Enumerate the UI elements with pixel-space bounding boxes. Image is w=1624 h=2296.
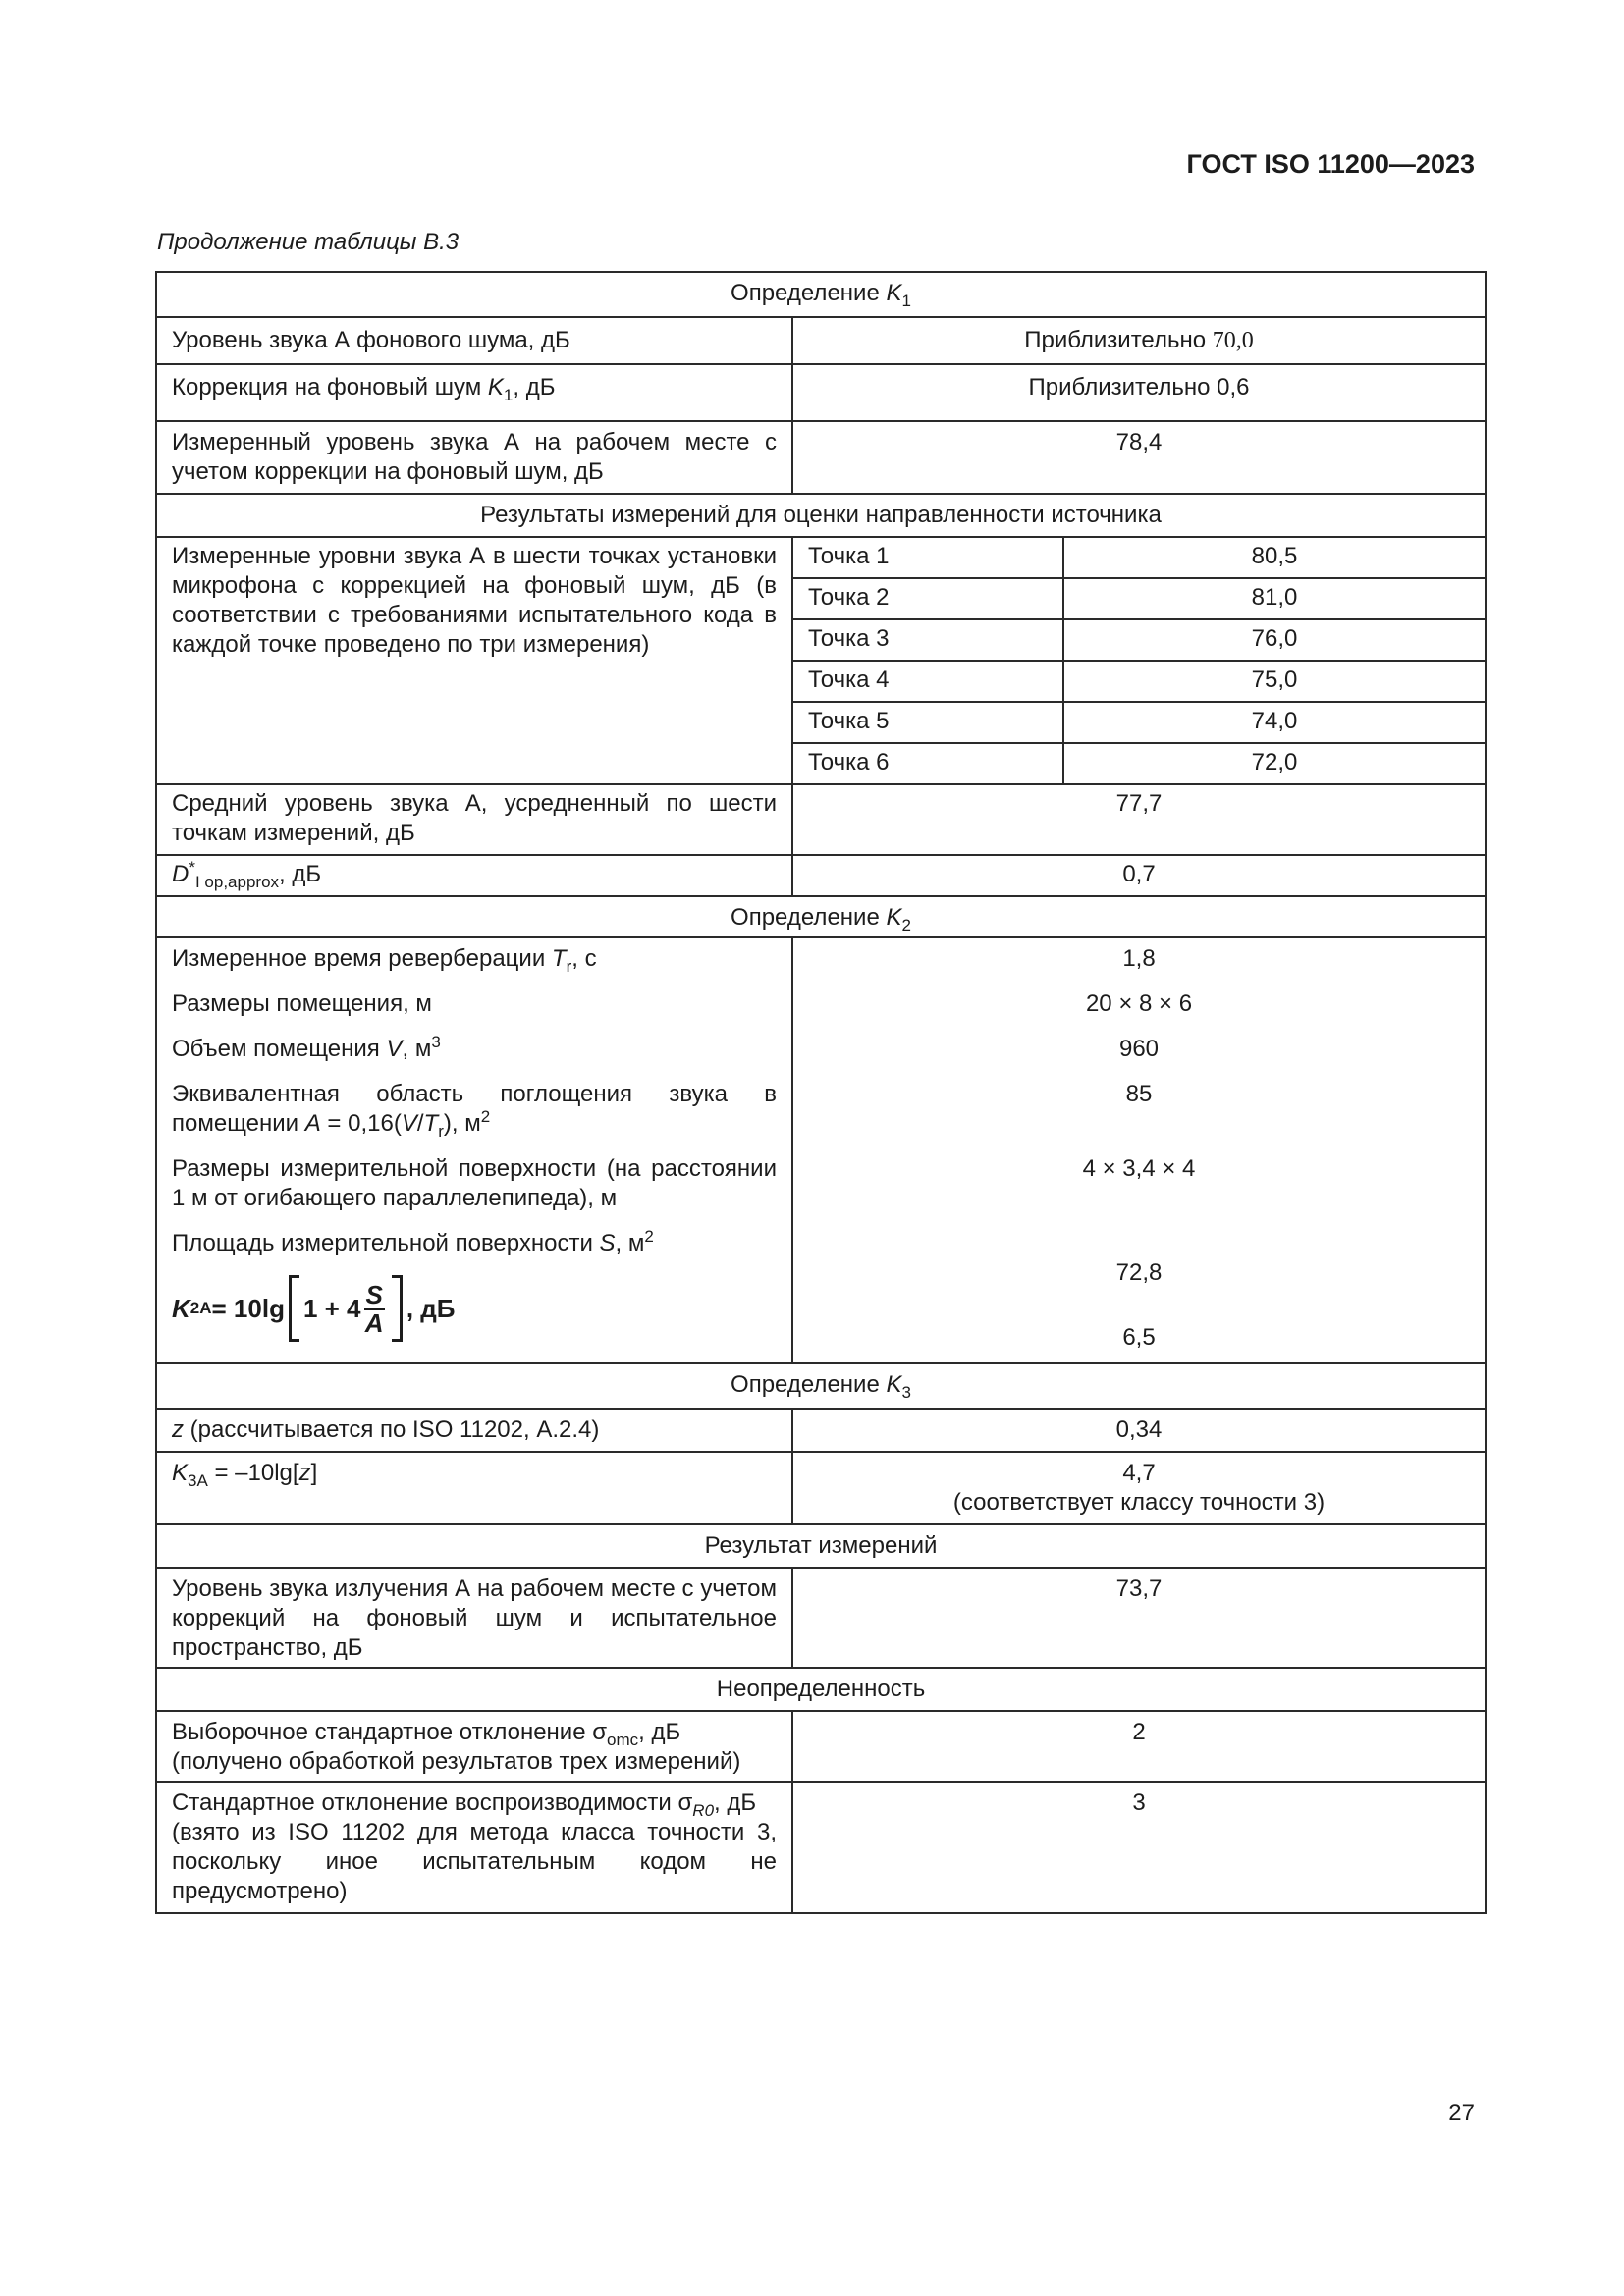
row-label: Измеренные уровни звука А в шести точках установки микрофона с коррекцией на фоновый шум, дБ (в соответствии с требованиями испытательного кода в каждой точке проведено по три измерения) [156, 537, 792, 784]
row-label: Выборочное стандартное отклонение $\sigma_{omc}$, дБ (получено обработкой результатов трех измерений) [156, 1711, 792, 1782]
row-label: Средний уровень звука А, усредненный по шести точкам измерений, дБ [156, 784, 792, 855]
section-title: Определение $K_3$ [156, 1363, 1486, 1409]
table-row [156, 421, 1486, 494]
measurement-table [155, 271, 1487, 1914]
table-row [156, 784, 1486, 855]
point-value: 74,0 [1063, 702, 1486, 743]
row-label: $D^*_{I op,approx}$, дБ [156, 855, 792, 896]
row-value: Приблизительно 70,0 [792, 317, 1486, 364]
row-label [156, 937, 792, 1363]
row-value: 73,7 [792, 1568, 1486, 1668]
surface-area-value: 72,8 [1115, 1259, 1163, 1286]
section-title: Результаты измерений для оценки направленности источника [156, 494, 1486, 537]
point-name: Точка 5 [792, 702, 1063, 743]
table-row [156, 537, 1486, 578]
reverb-time-label: Измеренное время реверберации $T_r$, с [172, 945, 597, 976]
row-label: Уровень звука излучения А на рабочем месте с учетом коррекций на фоновый шум и испытательное пространство, дБ [156, 1568, 792, 1668]
section-directivity-header [156, 494, 1486, 537]
point-name: Точка 1 [792, 537, 1063, 578]
row-label: $K_{3A} = -10\lg[z]$ [156, 1452, 792, 1524]
note: (получено обработкой результатов трех измерений) [172, 1748, 741, 1775]
row-value [792, 1452, 1486, 1524]
k3a-note: (соответствует классу точности 3) [952, 1489, 1326, 1516]
point-value: 81,0 [1063, 578, 1486, 619]
page-number: 27 [1448, 2100, 1475, 2126]
bracket-open [289, 1275, 299, 1342]
surface-dims-label: Размеры измерительной поверхности (на расстоянии 1 м от огибающего параллелепипеда), м [172, 1155, 777, 1211]
room-dims-value: 20 × 8 × 6 [1085, 990, 1193, 1017]
k2a-formula: K 2A = 10lg 1 + 4 $\frac{S}{A}$ , дБ [172, 1274, 777, 1343]
point-name: Точка 2 [792, 578, 1063, 619]
table-row [156, 1452, 1486, 1524]
row-value: 0,7 [792, 855, 1486, 896]
surface-dims-value: 4 × 3,4 × 4 [1082, 1155, 1196, 1182]
row-label: Уровень звука А фонового шума, дБ [156, 317, 792, 364]
k2a-value: 6,5 [1122, 1324, 1156, 1351]
note: (взято из ISO 11202 для метода класса точности 3, поскольку иное испытательным кодом не предусмотрено) [172, 1819, 777, 1904]
table-row [156, 1782, 1486, 1913]
table-row [156, 364, 1486, 421]
row-values [792, 937, 1486, 1363]
room-dims-label: Размеры помещения, м [172, 990, 432, 1017]
room-volume-value: 960 [1118, 1036, 1160, 1062]
point-value: 72,0 [1063, 743, 1486, 784]
section-k1-header [156, 272, 1486, 317]
table-row [156, 317, 1486, 364]
row-label: Измеренный уровень звука А на рабочем месте с учетом коррекции на фоновый шум, дБ [156, 421, 792, 494]
section-k3-header [156, 1363, 1486, 1409]
point-value: 80,5 [1063, 537, 1486, 578]
point-value: 76,0 [1063, 619, 1486, 661]
document-code: ГОСТ ISO 11200—2023 [1186, 149, 1475, 179]
point-name: Точка 6 [792, 743, 1063, 784]
absorption-label: Эквивалентная область поглощения звука в помещении $A = 0,16(V/T_r)$, $м^2$ [172, 1081, 777, 1141]
table-row [156, 1568, 1486, 1668]
table-caption: Продолжение таблицы В.3 [157, 229, 460, 255]
section-k2-header [156, 896, 1486, 937]
row-label: Стандартное отклонение воспроизводимости $\sigma_{R0}$, дБ (взято из ISO 11202 для метода класса точности 3, поскольку иное испытательным кодом не предусмотрено) [156, 1782, 792, 1913]
fraction: $\frac{S}{A}$ [364, 1279, 384, 1338]
row-value: 0,34 [792, 1409, 1486, 1452]
section-title: Определение $K_1$ [156, 272, 1486, 317]
point-value: 75,0 [1063, 661, 1486, 702]
row-value: Приблизительно 0,6 [792, 364, 1486, 421]
table-row [156, 855, 1486, 896]
table-row [156, 1711, 1486, 1782]
reverb-time-value: 1,8 [1122, 945, 1156, 972]
room-volume-label: Объем помещения V, $м^3$ [172, 1033, 441, 1062]
row-value: 78,4 [792, 421, 1486, 494]
section-uncertainty-header [156, 1668, 1486, 1711]
point-name: Точка 3 [792, 619, 1063, 661]
row-label: z (рассчитывается по ISO 11202, А.2.4) [156, 1409, 792, 1452]
table-row [156, 1409, 1486, 1452]
section-title: Результат измерений [156, 1524, 1486, 1568]
bracket-close [392, 1275, 403, 1342]
section-title: Неопределенность [156, 1668, 1486, 1711]
section-result-header [156, 1524, 1486, 1568]
row-value: 3 [792, 1782, 1486, 1913]
row-value: 77,7 [792, 784, 1486, 855]
k3a-value: 4,7 [1122, 1460, 1156, 1486]
point-name: Точка 4 [792, 661, 1063, 702]
row-value: 2 [792, 1711, 1486, 1782]
row-label: Коррекция на фоновый шум $K_1$, дБ [156, 364, 792, 421]
surface-area-label: Площадь измерительной поверхности S, $м^2$ [172, 1227, 654, 1256]
absorption-value: 85 [1125, 1081, 1153, 1107]
table-row-multi [156, 937, 1486, 1363]
section-title: Определение $K_2$ [156, 896, 1486, 937]
